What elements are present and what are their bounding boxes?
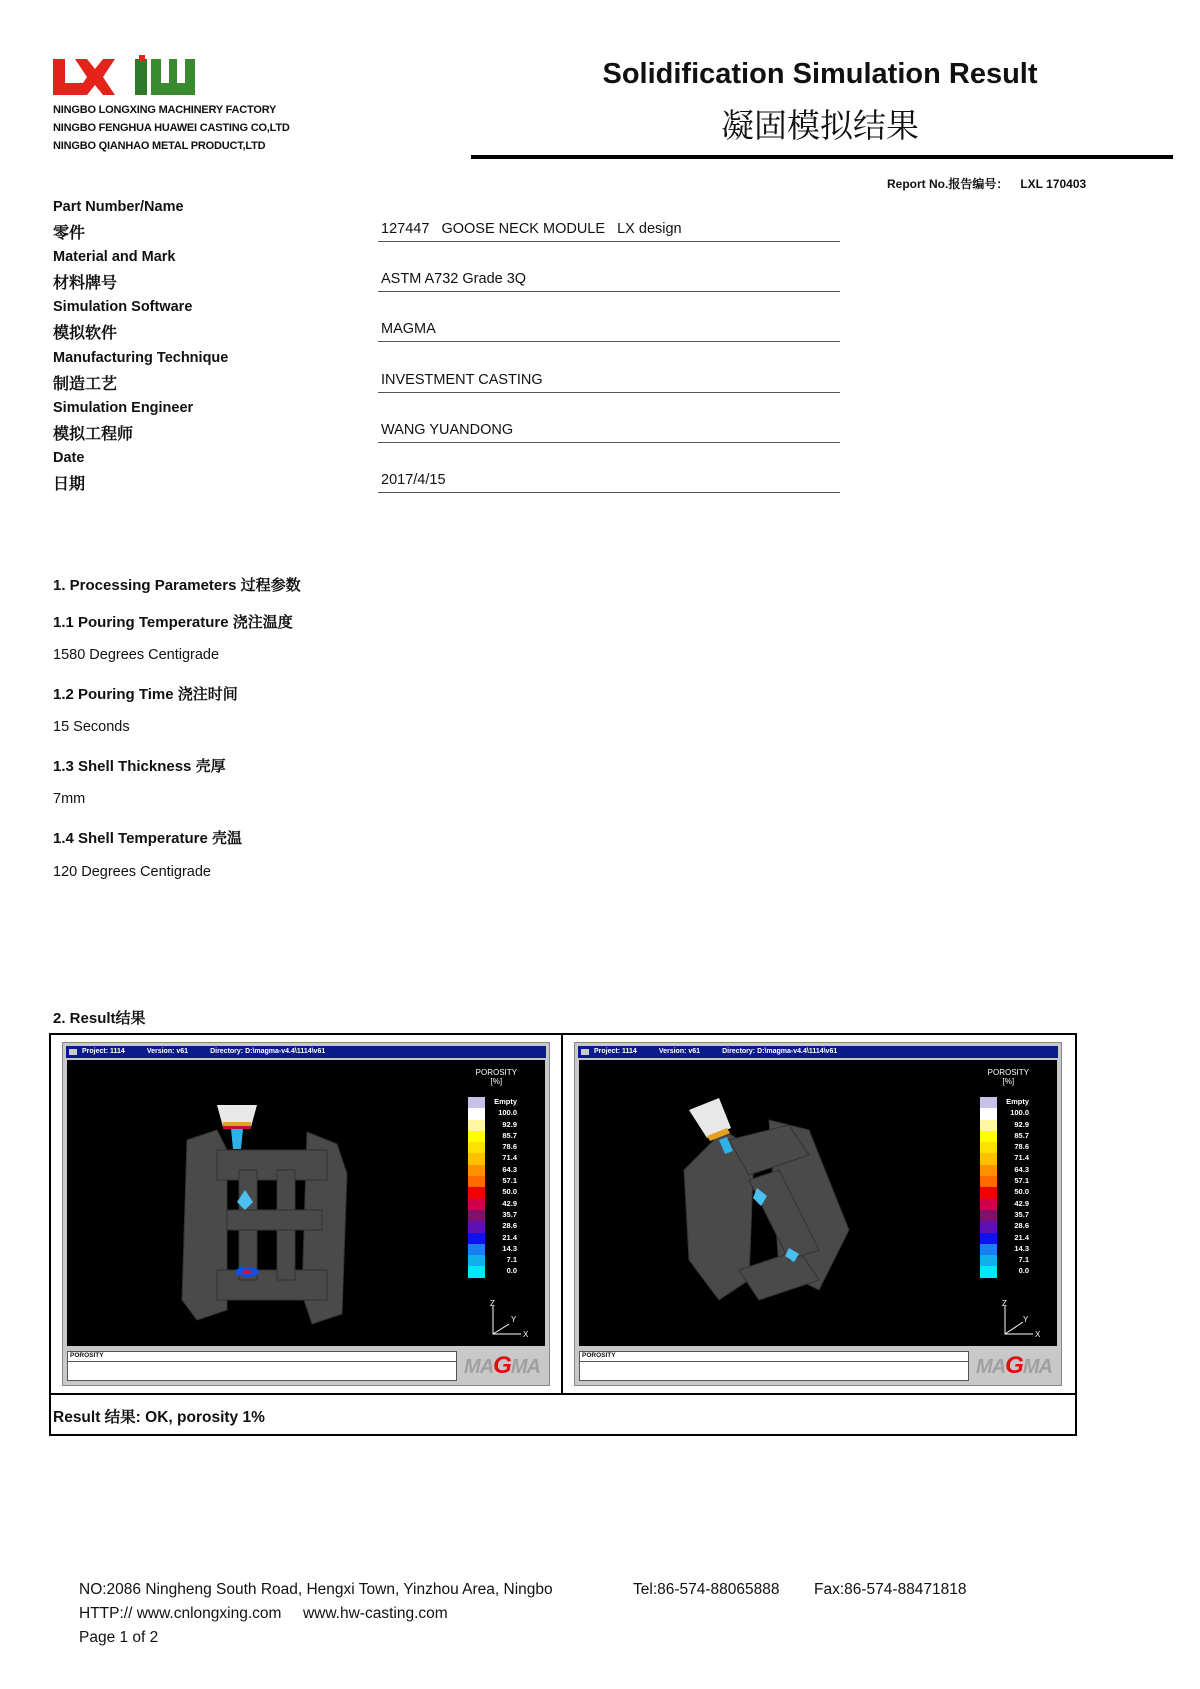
legend-swatch	[980, 1187, 997, 1198]
result-field-label: POROSITY	[68, 1352, 456, 1362]
field-label-cn: 材料牌号	[53, 275, 118, 293]
report-value: LXL 170403	[1020, 177, 1087, 191]
report-number	[887, 175, 1086, 192]
3d-viewport[interactable]	[67, 1060, 545, 1346]
param-title: 1.2 Pouring Time 浇注时间	[53, 686, 238, 703]
legend-swatch	[468, 1153, 485, 1164]
legend-label: 50.0	[502, 1187, 517, 1197]
legend-label: 85.7	[502, 1130, 517, 1140]
legend-label: 28.6	[502, 1221, 517, 1231]
legend-color-bar	[468, 1097, 485, 1278]
legend-swatch	[980, 1210, 997, 1221]
result-field	[67, 1351, 457, 1381]
window-menu-icon[interactable]	[581, 1049, 589, 1055]
field-label-cn: 模拟软件	[53, 325, 118, 343]
axis-y: Y	[511, 1315, 517, 1324]
magma-logo: MAGMA	[464, 1352, 540, 1379]
legend-swatch	[468, 1210, 485, 1221]
status-area	[579, 1349, 1057, 1383]
legend-label: 85.7	[1014, 1130, 1029, 1140]
legend-label: 57.1	[1014, 1176, 1029, 1186]
result-field-label: POROSITY	[580, 1352, 968, 1362]
legend-label: 64.3	[1014, 1164, 1029, 1174]
legend-swatch	[468, 1131, 485, 1142]
legend-label: 57.1	[502, 1176, 517, 1186]
result-summary: Result 结果: OK, porosity 1%	[53, 1409, 265, 1426]
legend-label: 21.4	[502, 1232, 517, 1242]
legend-swatch	[980, 1097, 997, 1108]
legend-label: 71.4	[1014, 1153, 1029, 1163]
footer-tel: Tel:86-574-88065888	[633, 1581, 780, 1598]
legend-label: 42.9	[502, 1198, 517, 1208]
legend-swatch	[980, 1266, 997, 1277]
legend-title-text: POROSITY	[475, 1068, 517, 1077]
legend-swatch	[980, 1233, 997, 1244]
field-value: WANG YUANDONG	[378, 422, 840, 443]
field-label: Simulation Engineer	[53, 399, 194, 416]
legend-swatch	[468, 1165, 485, 1176]
field-label: Manufacturing Technique	[53, 349, 229, 366]
legend-unit: [%]	[490, 1077, 503, 1086]
table-divider	[49, 1393, 1077, 1395]
footer-fax: Fax:86-574-88471818	[814, 1581, 967, 1598]
document-title-cn: 凝固模拟结果	[721, 107, 919, 144]
project-label: Project: 1114	[82, 1048, 125, 1055]
legend-label: Empty	[494, 1097, 517, 1106]
legend-label: 35.7	[1014, 1209, 1029, 1219]
legend-unit: [%]	[1002, 1077, 1015, 1086]
report-label: Report No.报告编号：	[887, 177, 1009, 191]
legend-label: Empty	[1006, 1097, 1029, 1106]
project-label: Project: 1114	[594, 1048, 637, 1055]
3d-viewport[interactable]	[579, 1060, 1057, 1346]
legend-swatch	[980, 1221, 997, 1232]
legend-label: 50.0	[1014, 1187, 1029, 1197]
document-title: Solidification Simulation Result	[602, 58, 1038, 90]
field-label: Part Number/Name	[53, 199, 184, 215]
legend-label: 78.6	[502, 1142, 517, 1152]
field-value: 127447 GOOSE NECK MODULE LX design	[378, 221, 840, 242]
directory-label: Directory: D:\magma-v4.4\1114\v61	[210, 1048, 326, 1055]
version-label: Version: v61	[146, 1048, 189, 1055]
legend-label: 92.9	[1014, 1119, 1029, 1129]
legend-label: 0.0	[506, 1266, 517, 1276]
legend-swatch	[468, 1097, 485, 1108]
simulation-screenshot-front	[62, 1042, 550, 1386]
legend-label: 92.9	[502, 1119, 517, 1129]
field-value: ASTM A732 Grade 3Q	[378, 271, 840, 292]
legend-swatch	[980, 1255, 997, 1266]
axis-z: Z	[1002, 1300, 1007, 1308]
param-title: 1.4 Shell Temperature 壳温	[53, 830, 242, 847]
legend-label: 64.3	[502, 1164, 517, 1174]
legend-label: 14.3	[1014, 1243, 1029, 1253]
window-title-bar	[578, 1046, 1058, 1058]
company-name: NINGBO QIANHAO METAL PRODUCT,LTD	[53, 140, 266, 152]
legend-swatch	[468, 1255, 485, 1266]
legend-swatch	[980, 1153, 997, 1164]
legend-label: 71.4	[502, 1153, 517, 1163]
legend-label: 7.1	[1018, 1255, 1029, 1265]
param-value: 1580 Degrees Centigrade	[53, 647, 220, 663]
legend-swatch	[980, 1108, 997, 1119]
legend-swatch	[980, 1165, 997, 1176]
legend-title	[476, 1068, 517, 1086]
legend-swatch	[468, 1176, 485, 1187]
axis-x: X	[1035, 1330, 1041, 1339]
axis-y: Y	[1023, 1315, 1029, 1324]
company-name: NINGBO FENGHUA HUAWEI CASTING CO,LTD	[53, 122, 290, 134]
legend-swatch	[980, 1142, 997, 1153]
legend-label: 35.7	[502, 1209, 517, 1219]
legend-swatch	[468, 1120, 485, 1131]
window-title-bar	[66, 1046, 546, 1058]
legend-swatch	[468, 1266, 485, 1277]
legend-label: 7.1	[506, 1255, 517, 1265]
field-label: Date	[53, 450, 85, 466]
field-label-cn: 制造工艺	[53, 375, 118, 393]
legend-label: 100.0	[1010, 1108, 1029, 1118]
axis-triad-icon	[483, 1300, 533, 1342]
field-label-cn: 日期	[53, 476, 86, 493]
field-value: 2017/4/15	[378, 472, 840, 493]
page-number: Page 1 of 2	[79, 1629, 159, 1646]
legend-swatch	[980, 1199, 997, 1210]
legend-swatch	[468, 1108, 485, 1119]
param-value: 7mm	[53, 791, 86, 807]
param-value: 15 Seconds	[53, 719, 130, 735]
legend-labels	[999, 1096, 1029, 1277]
legend-swatch	[468, 1142, 485, 1153]
legend-swatch	[468, 1187, 485, 1198]
param-value: 120 Degrees Centigrade	[53, 864, 211, 880]
directory-label: Directory: D:\magma-v4.4\1114\v61	[722, 1048, 838, 1055]
legend-swatch	[980, 1244, 997, 1255]
footer-address: NO:2086 Ningheng South Road, Hengxi Town, Yinzhou Area, Ningbo	[79, 1581, 553, 1598]
legend-swatch	[980, 1131, 997, 1142]
result-field	[579, 1351, 969, 1381]
legend-label: 0.0	[1018, 1266, 1029, 1276]
param-title: 1.3 Shell Thickness 壳厚	[53, 758, 226, 775]
legend-label: 28.6	[1014, 1221, 1029, 1231]
axis-x: X	[523, 1330, 529, 1339]
company-name: NINGBO LONGXING MACHINERY FACTORY	[53, 104, 277, 116]
window-menu-icon[interactable]	[69, 1049, 77, 1055]
field-value: MAGMA	[378, 321, 840, 342]
legend-swatch	[468, 1221, 485, 1232]
legend-swatch	[980, 1176, 997, 1187]
legend-label: 100.0	[498, 1108, 517, 1118]
simulation-screenshot-angled	[574, 1042, 1062, 1386]
field-label: Material and Mark	[53, 249, 176, 266]
field-label-cn: 零件	[53, 225, 86, 242]
table-divider	[561, 1033, 563, 1395]
axis-z: Z	[490, 1300, 495, 1308]
field-label-cn: 模拟工程师	[53, 425, 134, 443]
legend-label: 21.4	[1014, 1232, 1029, 1242]
company-logo	[53, 55, 218, 102]
field-label: Simulation Software	[53, 299, 193, 316]
magma-logo: MAGMA	[976, 1352, 1052, 1379]
legend-swatch	[468, 1199, 485, 1210]
legend-label: 78.6	[1014, 1142, 1029, 1152]
title-rule	[471, 155, 1173, 159]
legend-swatch	[980, 1120, 997, 1131]
legend-label: 42.9	[1014, 1198, 1029, 1208]
legend-label: 14.3	[502, 1243, 517, 1253]
field-value: INVESTMENT CASTING	[378, 372, 840, 393]
status-area	[67, 1349, 545, 1383]
legend-color-bar	[980, 1097, 997, 1278]
legend-labels	[487, 1096, 517, 1277]
legend-title-text: POROSITY	[987, 1068, 1029, 1077]
footer-web: HTTP:// www.cnlongxing.com www.hw-casting.com	[79, 1605, 448, 1622]
section-heading: 2. Result结果	[53, 1010, 146, 1027]
legend-swatch	[468, 1233, 485, 1244]
version-label: Version: v61	[658, 1048, 701, 1055]
section-heading: 1. Processing Parameters 过程参数	[53, 577, 301, 594]
axis-triad-icon	[995, 1300, 1045, 1342]
legend-title	[988, 1068, 1029, 1086]
param-title: 1.1 Pouring Temperature 浇注温度	[53, 614, 293, 631]
legend-swatch	[468, 1244, 485, 1255]
